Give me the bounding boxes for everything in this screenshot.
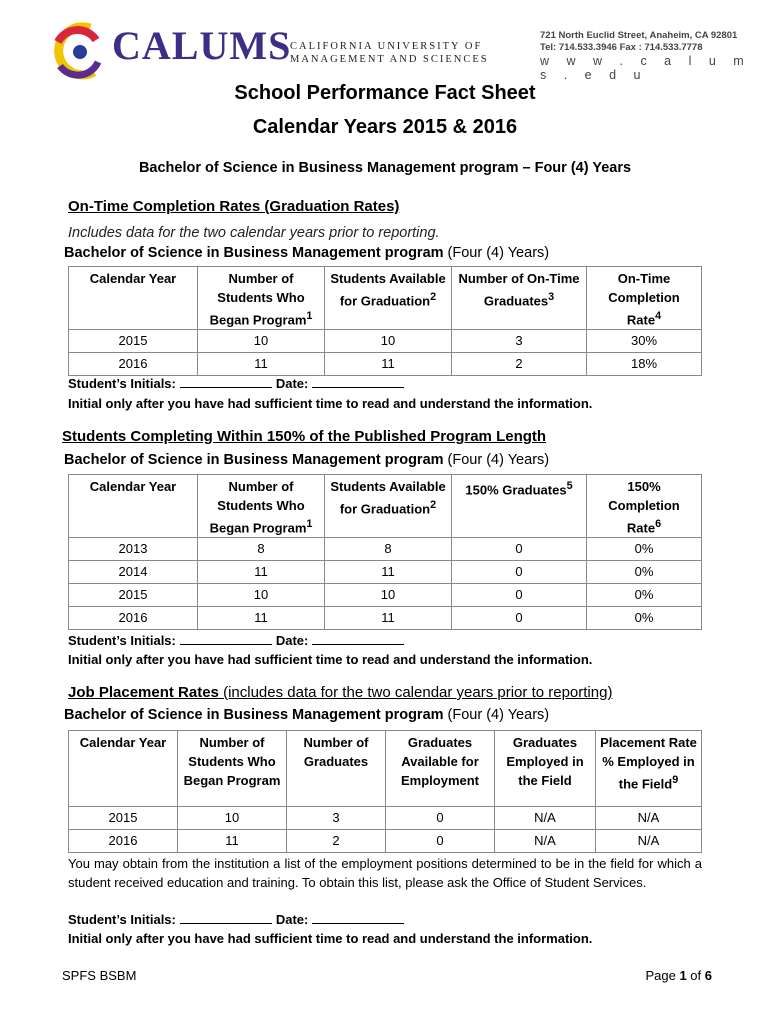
cell: 2016 [69, 353, 198, 376]
cell: 30% [587, 330, 702, 353]
cell: 8 [325, 538, 452, 561]
header-cell: 150% Completion Rate$^6$ [587, 475, 702, 538]
program-years: (Four (4) Years) [443, 245, 550, 261]
table-job-placement [68, 730, 702, 853]
table-row [69, 353, 702, 376]
cell: 3 [452, 330, 587, 353]
table-row [69, 561, 702, 584]
initials-line: Student’s Initials: Date: [68, 912, 408, 927]
cell: 11 [178, 830, 287, 853]
header-cell: On-Time Completion Rate$^4$ [587, 267, 702, 330]
address-block [540, 30, 737, 54]
brand-subtitle [290, 40, 489, 66]
cell: 0 [386, 830, 495, 853]
cell: 2014 [69, 561, 198, 584]
initials-field[interactable] [180, 912, 272, 924]
header-cell: Number of Students Who Began Program [178, 731, 287, 807]
program-name: Bachelor of Science in Business Management program [64, 245, 444, 261]
initial-note: Initial only after you have had sufficient time to read and understand the information. [68, 396, 593, 411]
section3-heading-line [68, 684, 612, 701]
section1-note: Includes data for the two calendar years prior to reporting. [68, 225, 440, 241]
cell: N/A [596, 830, 702, 853]
header-cell: Calendar Year [69, 267, 198, 330]
section1-heading: On-Time Completion Rates (Graduation Rates) [68, 198, 400, 215]
section3-heading: Job Placement Rates [68, 684, 219, 701]
calums-logo-icon [50, 22, 106, 82]
cell: 2015 [69, 807, 178, 830]
header-cell: Number of Students Who Began Program$^1$ [198, 475, 325, 538]
cell: 2015 [69, 330, 198, 353]
table-row [69, 607, 702, 630]
website: w w w . c a l u m s . e d u [540, 54, 751, 82]
table-row [69, 538, 702, 561]
address: 721 North Euclid Street, Anaheim, CA 92801 [540, 30, 738, 41]
cell: 18% [587, 353, 702, 376]
date-field[interactable] [312, 912, 404, 924]
page-number: Page 1 of 6 [645, 968, 712, 983]
section1-program [64, 245, 549, 261]
cell: 10 [325, 584, 452, 607]
cell: 0% [587, 607, 702, 630]
header-cell: 150% Graduates$^5$ [452, 475, 587, 538]
program-years: (Four (4) Years) [443, 707, 550, 723]
cell: 10 [198, 330, 325, 353]
table-150-completion [68, 474, 702, 630]
program-years: (Four (4) Years) [443, 452, 550, 468]
date-field[interactable] [312, 376, 404, 388]
cell: N/A [495, 807, 596, 830]
header-cell: Placement Rate % Employed in the Field$^9$ [596, 731, 702, 807]
program-title: Bachelor of Science in Business Management program – Four (4) Years [138, 160, 632, 176]
program-name: Bachelor of Science in Business Management program [64, 452, 444, 468]
header-cell: Calendar Year [69, 731, 178, 807]
initial-note: Initial only after you have had sufficient time to read and understand the information. [68, 652, 593, 667]
cell: 11 [325, 561, 452, 584]
cell: 10 [178, 807, 287, 830]
header-cell: Students Available for Graduation$^2$ [325, 267, 452, 330]
header-cell: Number of Graduates [287, 731, 386, 807]
table-row [69, 830, 702, 853]
cell: 0% [587, 584, 702, 607]
table-row [69, 584, 702, 607]
cell: 0 [452, 584, 587, 607]
program-name: Bachelor of Science in Business Management program [64, 707, 444, 723]
section3-heading-note: (includes data for the two calendar years prior to reporting) [223, 684, 613, 701]
table-on-time-completion [68, 266, 702, 376]
table-row [69, 807, 702, 830]
cell: 8 [198, 538, 325, 561]
cell: 2 [452, 353, 587, 376]
initial-note: Initial only after you have had sufficient time to read and understand the information. [68, 931, 593, 946]
phone-fax: Tel: 714.533.3946 Fax : 714.533.7778 [540, 42, 703, 53]
cell: 11 [198, 353, 325, 376]
cell: 2 [287, 830, 386, 853]
cell: 2015 [69, 584, 198, 607]
header-cell: Graduates Available for Employment [386, 731, 495, 807]
cell: 11 [198, 561, 325, 584]
cell: 0 [452, 538, 587, 561]
date-field[interactable] [312, 633, 404, 645]
cell: 0 [452, 607, 587, 630]
cell: 0% [587, 561, 702, 584]
cell: 11 [325, 607, 452, 630]
section2-program [64, 452, 549, 468]
header-cell: Number of Students Who Began Program$^1$ [198, 267, 325, 330]
cell: 10 [198, 584, 325, 607]
cell: 10 [325, 330, 452, 353]
table-row [69, 330, 702, 353]
header-cell: Graduates Employed in the Field [495, 731, 596, 807]
cell: 11 [198, 607, 325, 630]
page-title: School Performance Fact Sheet [234, 82, 536, 104]
cell: 11 [325, 353, 452, 376]
section2-heading: Students Completing Within 150% of the Published Program Length [62, 428, 547, 445]
initials-line: Student’s Initials: Date: [68, 633, 408, 648]
cell: 2016 [69, 607, 198, 630]
page-subtitle-years: Calendar Years 2015 & 2016 [252, 116, 518, 138]
brand-name: CALUMS [112, 23, 292, 68]
brand-subtitle-line-1: CALIFORNIA UNIVERSITY OF [290, 41, 483, 52]
cell: 0 [452, 561, 587, 584]
cell: N/A [596, 807, 702, 830]
header-cell: Students Available for Graduation$^2$ [325, 475, 452, 538]
employment-list-paragraph: You may obtain from the institution a list of the employment positions determined to be in the field for which a student received education and training. To obtain this list, please ask the Office of Student Services. [68, 856, 702, 890]
cell: 2016 [69, 830, 178, 853]
cell: 0 [386, 807, 495, 830]
brand-subtitle-line-2: MANAGEMENT AND SCIENCES [290, 54, 489, 65]
initials-field[interactable] [180, 376, 272, 388]
cell: 2013 [69, 538, 198, 561]
footer-doc-code: SPFS BSBM [62, 968, 137, 983]
cell: 3 [287, 807, 386, 830]
cell: N/A [495, 830, 596, 853]
cell: 0% [587, 538, 702, 561]
section3-program [64, 707, 549, 723]
header-cell: Number of On-Time Graduates$^3$ [452, 267, 587, 330]
header-cell: Calendar Year [69, 475, 198, 538]
initials-field[interactable] [180, 633, 272, 645]
initials-line: Student’s Initials: Date: [68, 376, 408, 391]
